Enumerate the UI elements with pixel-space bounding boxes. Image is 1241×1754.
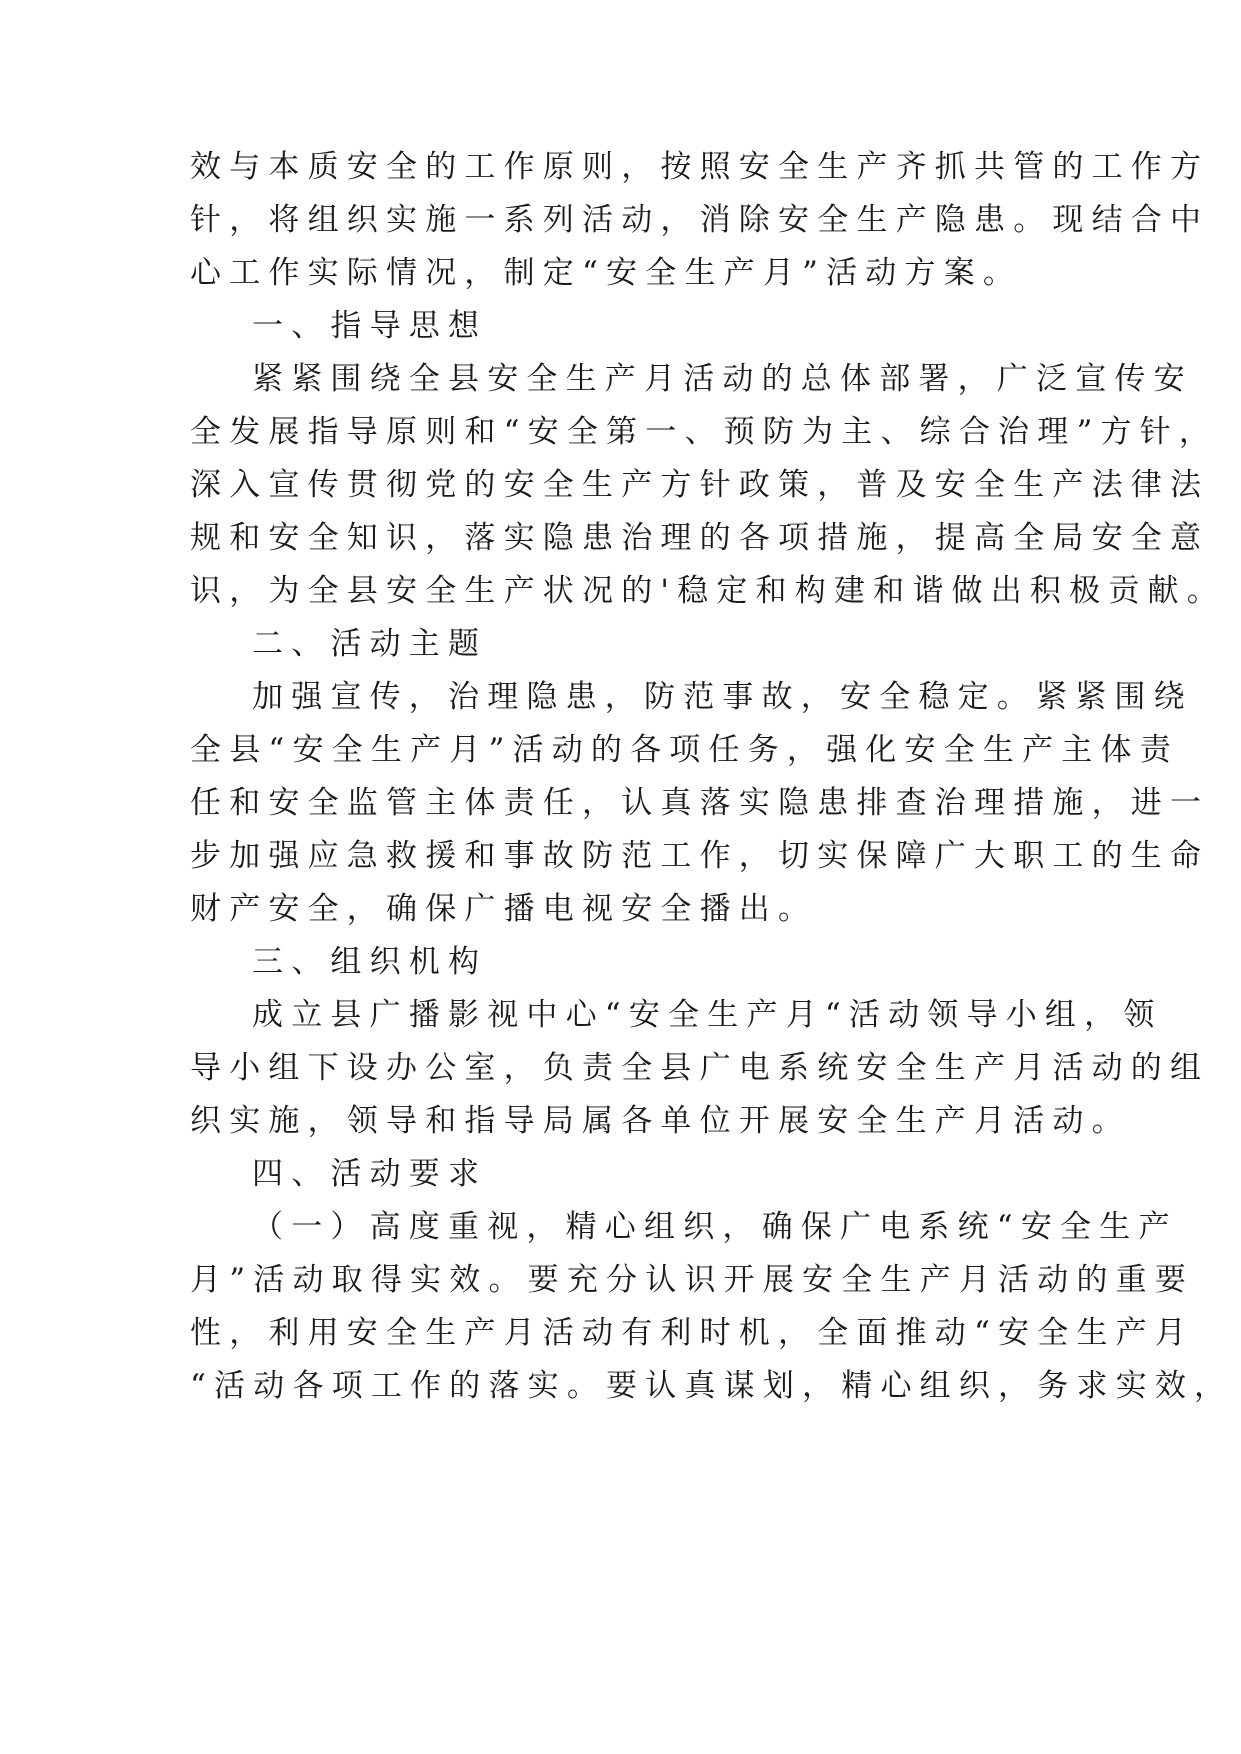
body-line: 月”活动取得实效。要充分认识开展安全生产月活动的重要: [190, 1262, 1195, 1298]
body-line: 性，利用安全生产月活动有利时机，全面推动“安全生产月: [190, 1315, 1195, 1351]
body-line: 识，为全县安全生产状况的'稳定和构建和谐做出积极贡献。: [190, 573, 1226, 609]
body-line: 全县“安全生产月”活动的各项任务，强化安全生产主体责: [190, 732, 1179, 768]
paragraph-first-line: （一）高度重视，精心组织，确保广电系统“安全生产: [252, 1209, 1178, 1245]
section-heading-activity-theme: 二、活动主题: [252, 626, 488, 662]
body-line: 针，将组织实施一系列活动，消除安全生产隐患。现结合中: [190, 202, 1210, 238]
body-line: 心工作实际情况，制定“安全生产月”活动方案。: [190, 255, 1023, 291]
paragraph-first-line: 成立县广播影视中心“安全生产月“活动领导小组，领: [252, 997, 1163, 1033]
section-heading-requirements: 四、活动要求: [252, 1156, 488, 1192]
body-line: 深入宣传贯彻党的安全生产方针政策，普及安全生产法律法: [190, 467, 1210, 503]
section-heading-organization: 三、组织机构: [252, 944, 488, 980]
body-line: “活动各项工作的落实。要认真谋划，精心组织，务求实效，: [190, 1368, 1234, 1404]
body-line: 任和安全监管主体责任，认真落实隐患排查治理措施，进一: [190, 785, 1210, 821]
body-line: 织实施，领导和指导局属各单位开展安全生产月活动。: [190, 1103, 1131, 1139]
body-line: 步加强应急救援和事故防范工作，切实保障广大职工的生命: [190, 838, 1210, 874]
body-line: 全发展指导原则和“安全第一、预防为主、综合治理”方针，: [190, 414, 1219, 450]
body-line: 导小组下设办公室，负责全县广电系统安全生产月活动的组: [190, 1050, 1210, 1086]
body-line: 效与本质安全的工作原则，按照安全生产齐抓共管的工作方: [190, 149, 1210, 185]
paragraph-first-line: 加强宣传，治理隐患，防范事故，安全稳定。紧紧围绕: [252, 679, 1193, 715]
paragraph-first-line: 紧紧围绕全县安全生产月活动的总体部署，广泛宣传安: [252, 361, 1193, 397]
body-line: 财产安全，确保广播电视安全播出。: [190, 891, 818, 927]
section-heading-guiding-ideology: 一、指导思想: [252, 308, 488, 344]
body-line: 规和安全知识，落实隐患治理的各项措施，提高全局安全意: [190, 520, 1210, 556]
